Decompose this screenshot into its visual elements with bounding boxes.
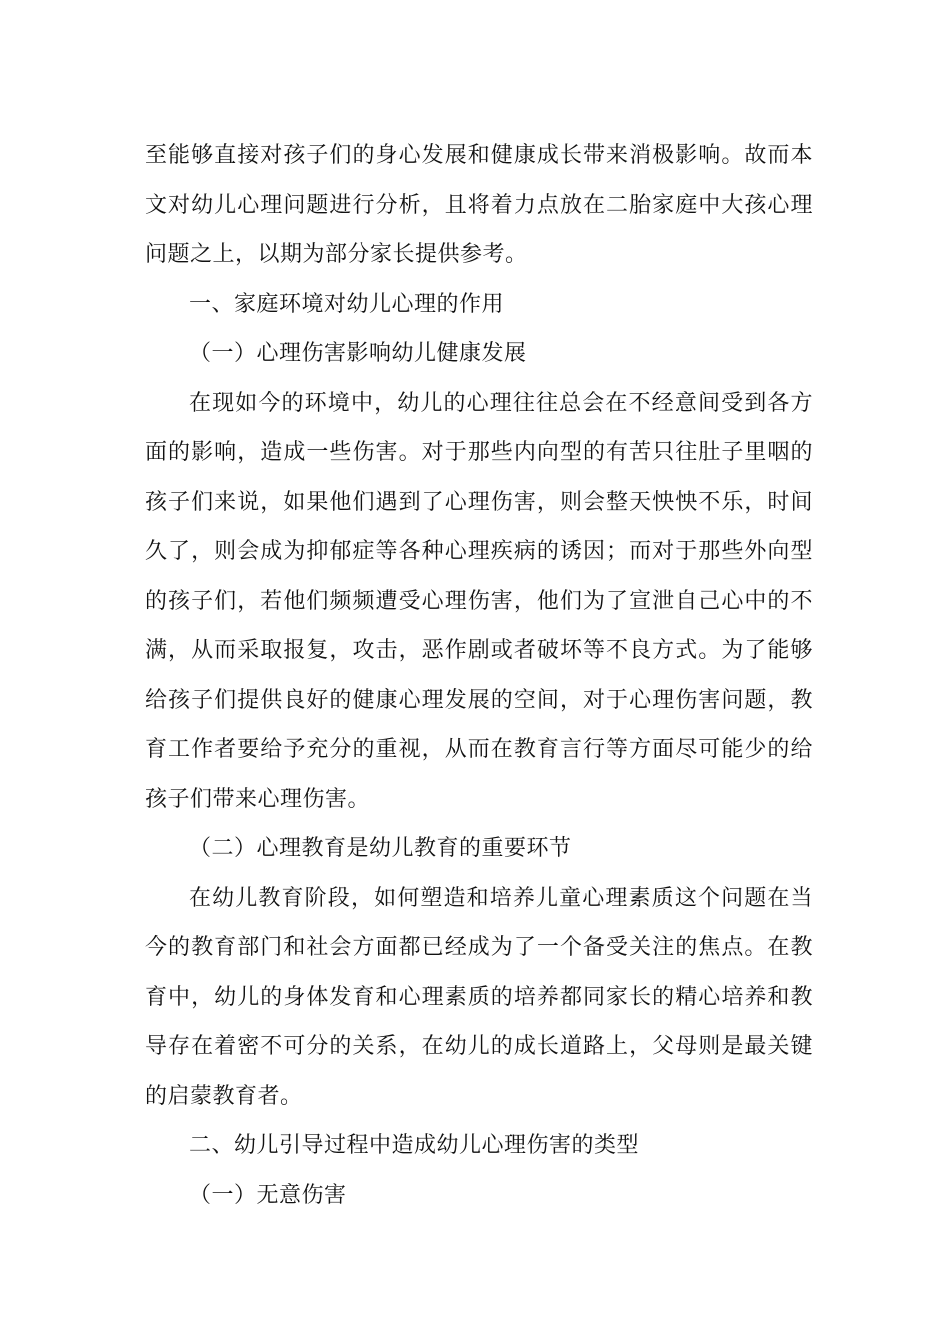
subsection-heading-1-2: （二）心理教育是幼儿教育的重要环节 bbox=[189, 836, 572, 861]
body-paragraph-1-2: 在幼儿教育阶段，如何塑造和培养儿童心理素质这个问题在当今的教育部门和社会方面都已经成为了一个备受关注的焦点。在教育中，幼儿的身体发育和心理素质的培养都同家长的精心培养和教导存在着密不可分的关系，在幼儿的成长道路上，父母则是最关键的启蒙教育者。 bbox=[145, 885, 813, 1109]
subsection-heading-2-1: （一）无意伤害 bbox=[189, 1182, 347, 1208]
section-heading-1: 一、家庭环境对幼儿心理的作用 bbox=[189, 291, 505, 317]
subsection-heading-1-1: （一）心理伤害影响幼儿健康发展 bbox=[189, 341, 527, 366]
body-paragraph-1-1: 在现如今的环境中，幼儿的心理往往总会在不经意间受到各方面的影响，造成一些伤害。对于那些内向型的有苦只往肚子里咽的孩子们来说，如果他们遇到了心理伤害，则会整天怏怏不乐，时间久了，则会成为抑郁症等各种心理疾病的诱因；而对于那些外向型的孩子们，若他们频频遭受心理伤害，他们为了宣泄自己心中的不满，从而采取报复，攻击，恶作剧或者破坏等不良方式。为了能够给孩子们提供良好的健康心理发展的空间，对于心理伤害问题，教育工作者要给予充分的重视，从而在教育言行等方面尽可能少的给孩子们带来心理伤害。 bbox=[145, 390, 813, 812]
body-paragraph-continued: 至能够直接对孩子们的身心发展和健康成长带来消极影响。故而本文对幼儿心理问题进行分析，且将着力点放在二胎家庭中大孩心理问题之上，以期为部分家长提供参考。 bbox=[145, 143, 813, 267]
section-heading-2: 二、幼儿引导过程中造成幼儿心理伤害的类型 bbox=[189, 1133, 640, 1158]
document-body bbox=[145, 131, 813, 1220]
